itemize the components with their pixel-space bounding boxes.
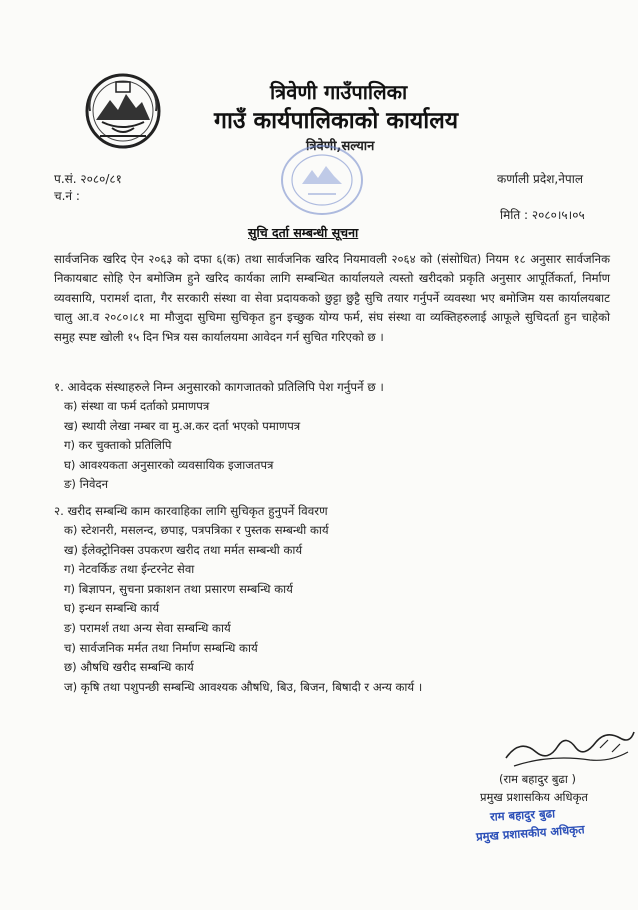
list-item: घ) इन्धन सम्बन्धि कार्य xyxy=(64,601,160,616)
list-item: ङ) परामर्श तथा अन्य सेवा सम्बन्धि कार्य xyxy=(64,620,231,635)
reference-number: प.सं. २०८०/८१ xyxy=(54,172,122,186)
nepal-emblem-icon xyxy=(82,70,164,152)
notice-body: सार्वजनिक खरिद ऐन २०६३ को दफा ६(क) तथा सार्वजनिक खरिद नियमावली २०६४ को (संसोधित) नियम १८ अनुसार सार्वजनिक निकायबाट सोहि ऐन बमोजिम हुने खरिद कार्यका लागि सम्बन्धित कार्यालयले त्यस्तो खरीदको प्रकृति अनुसार आपूर्तिकर्ता, निर्माण व्यवसायि, परामर्श दाता, गैर सरकारी संस्था वा सेवा प्रदायकको छुट्टा छुट्टै सुचि तयार गर्नुपर्ने व्यवस्था भए बमोजिम यस कार्यालयबाट चालु आ.व २०८०।८१ मा मौजुदा सुचिमा सुचिकृत हुन इच्छुक योग्य फर्म, संघ संस्था वा व्यक्तिहरुलाई आफूले सुचिदर्ता हुन चाहेको समुह स्पष्ट खोली १५ दिन भित्र यस कार्यालयमा आवेदन गर्न सुचित गरिएको छ । xyxy=(54,252,610,344)
procurement-categories-section xyxy=(54,502,614,697)
required-documents-section xyxy=(54,378,614,495)
seal-name: राम बहादुर बुढा xyxy=(489,806,556,824)
list-item: क) स्टेशनरी, मसलन्द, छपाइ, पत्रपत्रिका र पुस्तक सम्बन्धी कार्य xyxy=(64,523,329,537)
list-item: ग) बिज्ञापन, सुचना प्रकाशन तथा प्रसारण सम्बन्धि कार्य xyxy=(64,581,293,596)
handwritten-signature xyxy=(500,718,638,778)
notice-subject: सुचि दर्ता सम्बन्धी सूचना xyxy=(248,225,359,240)
list-item: ज) कृषि तथा पशुपन्छी सम्बन्धि आवश्यक औषधि, बिउ, बिजन, बिषादी र अन्य कार्य । xyxy=(64,679,423,694)
list-item: ख) ईलेक्ट्रोनिक्स उपकरण खरीद तथा मर्मत सम्बन्धी कार्य xyxy=(64,542,303,557)
list-item: ग) नेटवर्किङ तथा ईन्टरनेट सेवा xyxy=(64,562,195,577)
list-item: ग) कर चुक्ताको प्रतिलिपि xyxy=(64,438,172,453)
list-item: ख) स्थायी लेखा नम्बर वा मु.अ.कर दर्ता भएको पमाणपत्र xyxy=(64,418,301,433)
office-address: त्रिवेणी,सल्यान xyxy=(306,139,375,154)
signer-name: (राम बहादुर बुढा ) xyxy=(499,772,576,786)
municipality-name: त्रिवेणी गाउँपालिका xyxy=(270,80,408,104)
dispatch-number: च.नं : xyxy=(54,189,80,203)
list-item: छ) औषधि खरीद सम्बन्धि कार्य xyxy=(64,660,194,675)
list-item: घ) आवश्यकता अनुसारको व्यवसायिक इजाजतपत्र xyxy=(64,457,274,472)
seal-designation: प्रमुख प्रशासकीय अधिकृत xyxy=(475,822,585,844)
notice-date: मिति : २०८०।५।०५ xyxy=(500,208,585,222)
list-item: क) संस्था वा फर्म दर्ताको प्रमाणपत्र xyxy=(64,399,210,413)
section-title: २. खरीद सम्बन्धि काम कारवाहिका लागि सुचिकृत हुनुपर्ने विवरण xyxy=(54,504,328,518)
office-stamp-icon xyxy=(278,140,366,220)
province-label: कर्णाली प्रदेश,नेपाल xyxy=(497,172,583,186)
list-item: च) सार्वजनिक मर्मत तथा निर्माण सम्बन्धि कार्य xyxy=(64,640,258,655)
list-item: ङ) निवेदन xyxy=(64,477,109,492)
signer-designation: प्रमुख प्रशासकिय अधिकृत xyxy=(480,790,588,804)
office-name: गाउँ कार्यपालिकाको कार्यालय xyxy=(214,108,459,134)
section-title: १. आवेदक संस्थाहरुले निम्न अनुसारको कागजातको प्रतिलिपि पेश गर्नुपर्ने छ । xyxy=(54,380,384,394)
